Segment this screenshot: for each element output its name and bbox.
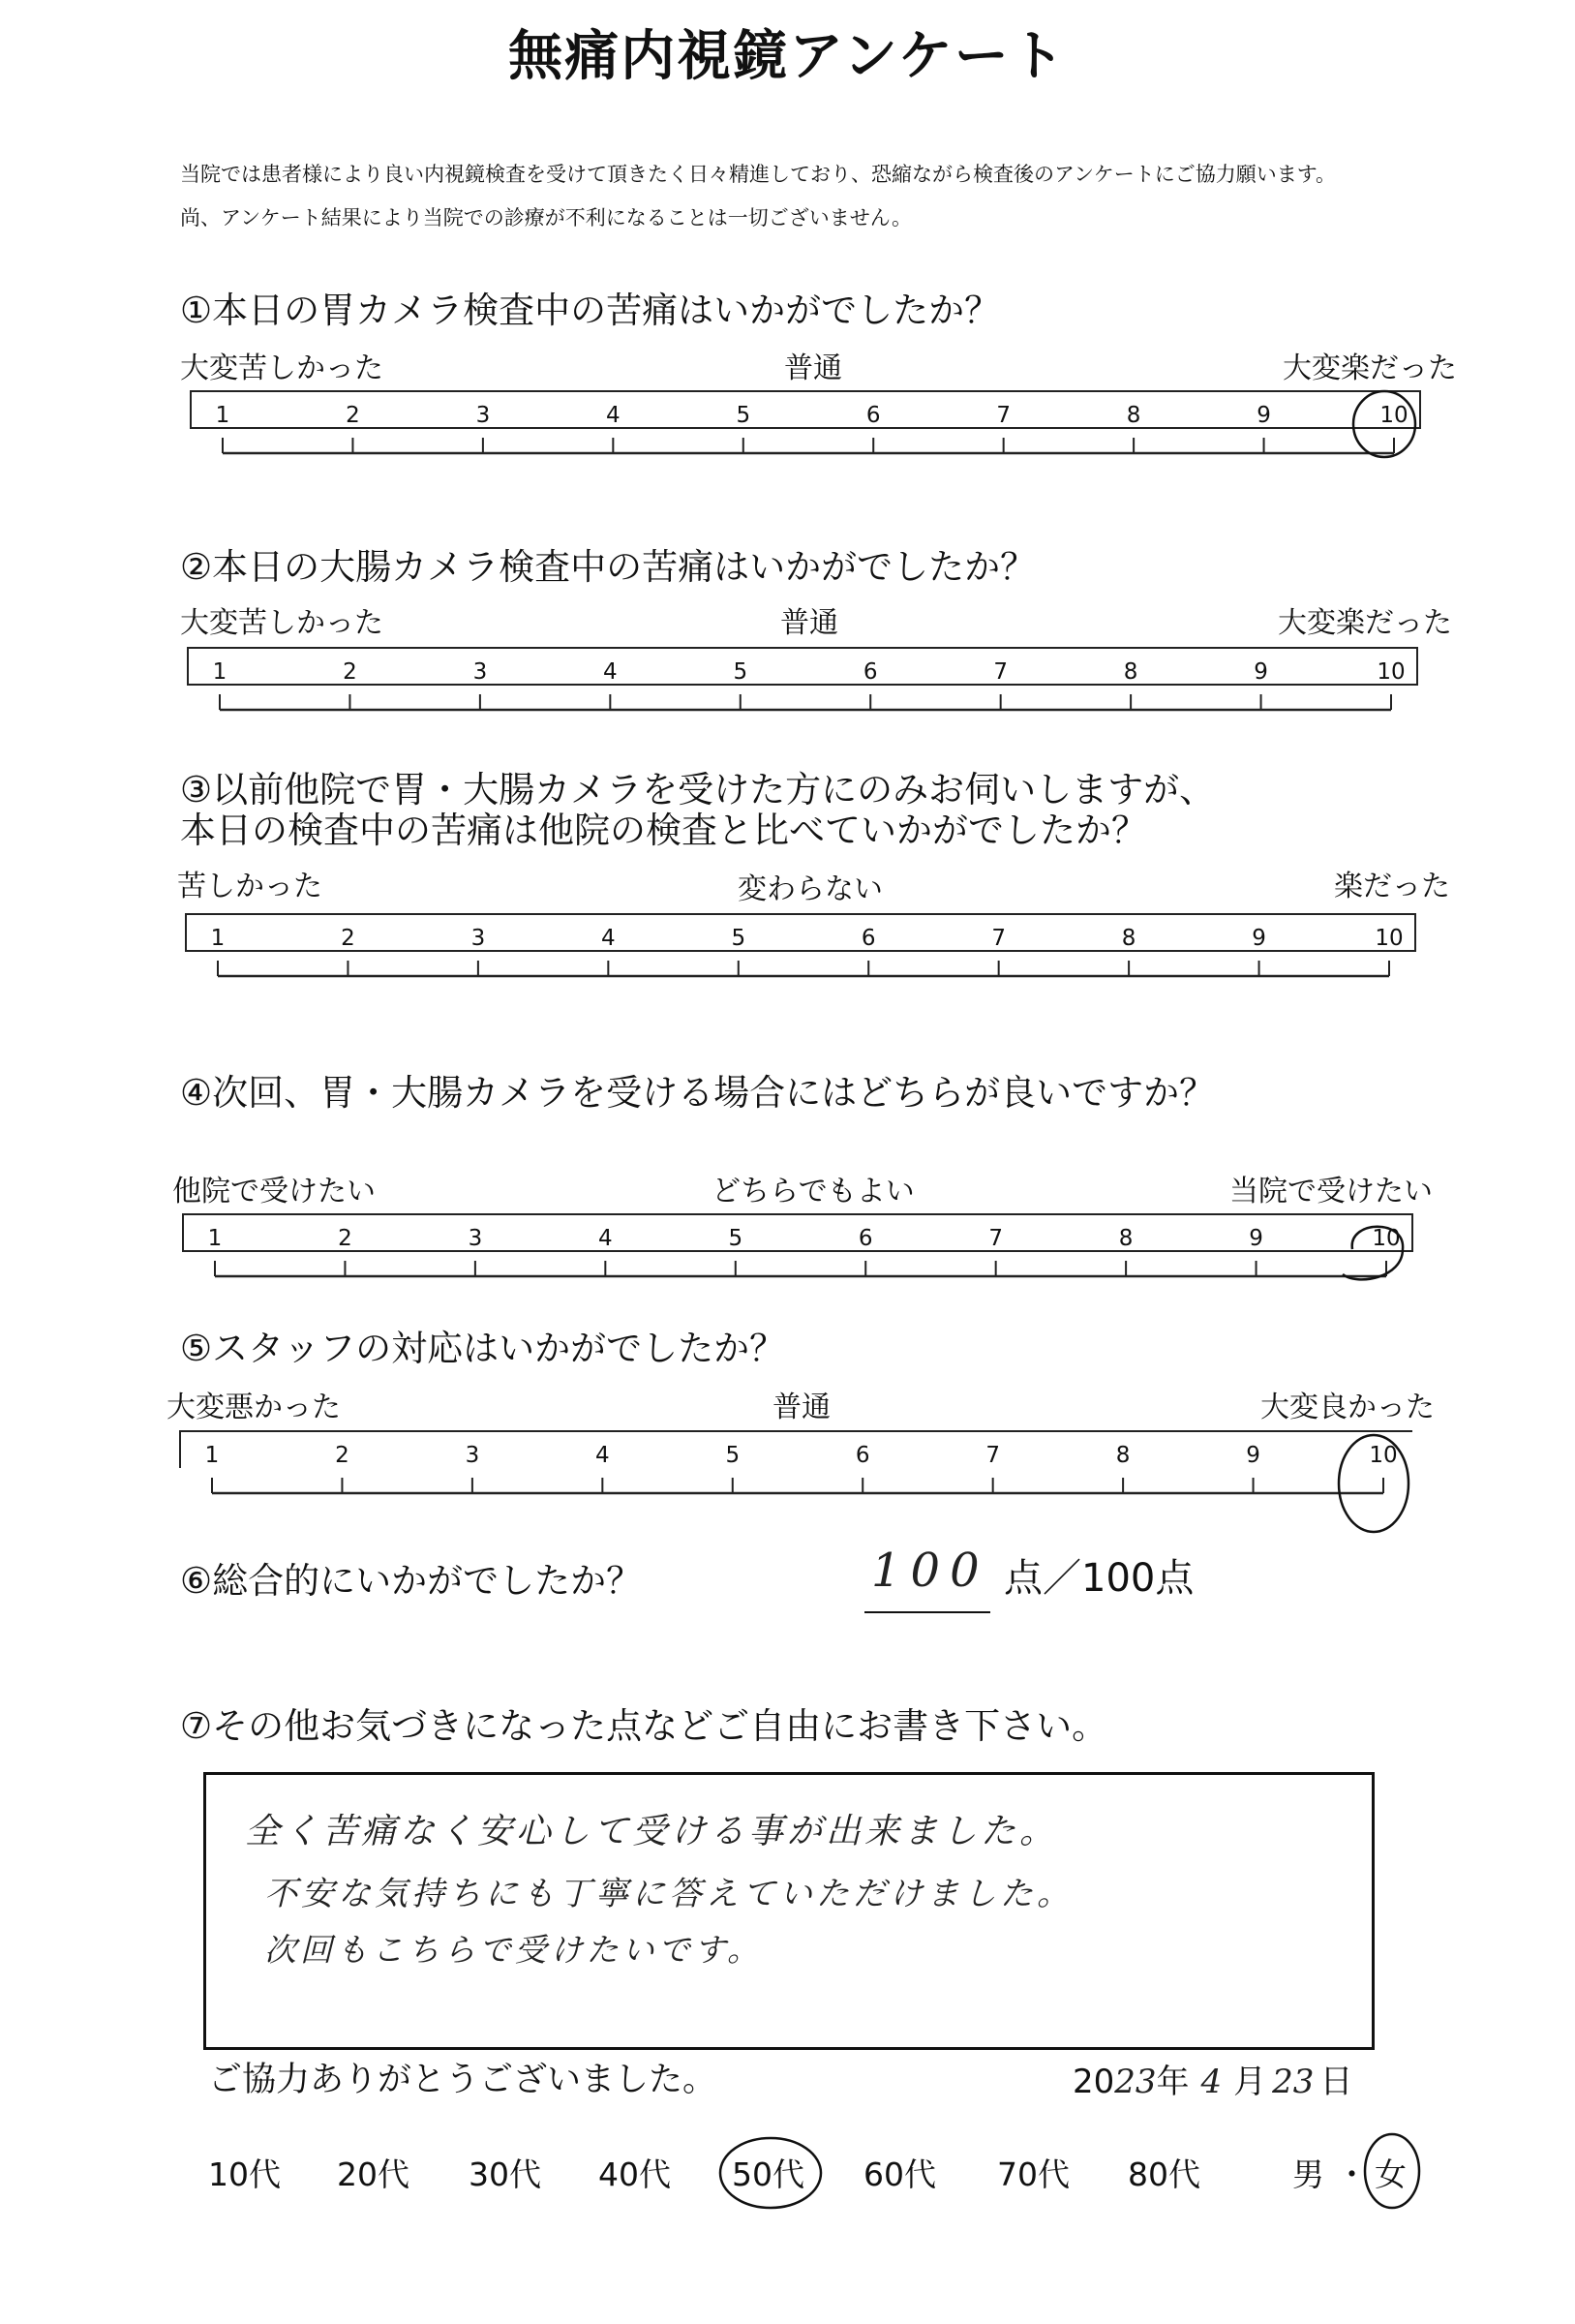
q5-label-mid: 普通	[772, 1391, 831, 1424]
q5-scale-number-8[interactable]: 8	[1115, 1443, 1131, 1468]
q3-ticks	[218, 961, 1389, 976]
q1-scale-number-9[interactable]: 9	[1257, 403, 1271, 428]
q3-scale[interactable]	[184, 910, 1423, 988]
q3-scale-number-5[interactable]: 5	[731, 926, 746, 951]
q1-scale[interactable]	[189, 387, 1428, 465]
q2-label-left: 大変苦しかった	[180, 606, 383, 640]
q4-scale-number-5[interactable]: 5	[728, 1226, 743, 1251]
q4-numbers	[208, 1226, 1401, 1251]
q1-ticks	[223, 438, 1394, 453]
q1-scale-number-2[interactable]: 2	[346, 403, 360, 428]
q6-score-answer[interactable]: 100	[871, 1544, 989, 1598]
q1-scale-number-5[interactable]: 5	[736, 403, 751, 428]
age-option-50s[interactable]: 50代	[732, 2156, 804, 2193]
comment-box[interactable]	[203, 1772, 1375, 2050]
intro-line-2: 尚、アンケート結果により当院での診療が不利になることは一切ございません。	[180, 206, 912, 229]
q2-label-right: 大変楽だった	[1278, 606, 1452, 640]
q4-scale-number-10[interactable]: 10	[1372, 1226, 1401, 1251]
q2-scale-svg	[186, 644, 1425, 721]
q2-scale-number-1[interactable]: 1	[212, 659, 227, 685]
q5-scale-number-3[interactable]: 3	[465, 1443, 480, 1468]
q4-scale-number-9[interactable]: 9	[1249, 1226, 1263, 1251]
q5-ticks	[212, 1478, 1383, 1493]
q4-scale-number-6[interactable]: 6	[858, 1226, 873, 1251]
q2-ticks	[220, 694, 1391, 710]
page-title: 無痛内視鏡アンケート	[508, 25, 1067, 88]
q4-scale-number-2[interactable]: 2	[338, 1226, 352, 1251]
gender-separator: ・	[1336, 2156, 1368, 2193]
date-year-label: 年	[1156, 2063, 1190, 2101]
q3-label-mid: 変わらない	[738, 872, 883, 906]
question-6: ⑥総合的にいかがでしたか？	[180, 1560, 643, 1602]
q4-label-mid: どちらでもよい	[712, 1175, 915, 1208]
question-7: ⑦その他お気づきになった点などご自由にお書き下さい。	[180, 1705, 1108, 1747]
q1-label-right: 大変楽だった	[1283, 352, 1457, 385]
q1-scale-number-1[interactable]: 1	[215, 403, 230, 428]
age-option-20s[interactable]: 20代	[337, 2156, 409, 2193]
date-day[interactable]: 23	[1272, 2063, 1315, 2101]
date-day-label: 日	[1319, 2063, 1353, 2101]
q4-scale-number-1[interactable]: 1	[207, 1226, 223, 1251]
date	[1073, 2055, 1352, 2102]
q6-score-suffix: 点／100点	[1004, 1556, 1195, 1601]
q4-scale-svg	[181, 1210, 1420, 1298]
q1-scale-svg	[189, 387, 1428, 465]
q3-scale-number-2[interactable]: 2	[341, 926, 355, 951]
q4-scale-number-8[interactable]: 8	[1118, 1226, 1134, 1251]
q2-scale-number-2[interactable]: 2	[343, 659, 357, 685]
q5-label-right: 大変良かった	[1260, 1391, 1435, 1424]
gender-selected-circle	[1360, 2128, 1428, 2216]
q5-scale-number-9[interactable]: 9	[1246, 1443, 1260, 1468]
age-selected-circle	[714, 2130, 831, 2217]
age-option-10s[interactable]: 10代	[208, 2156, 281, 2193]
q3-label-right: 楽だった	[1334, 870, 1450, 903]
q2-scale-number-4[interactable]: 4	[603, 659, 618, 685]
q5-scale-number-2[interactable]: 2	[335, 1443, 349, 1468]
date-year-prefix: 20	[1073, 2063, 1115, 2101]
q2-scale-number-6[interactable]: 6	[863, 659, 878, 685]
q2-scale-number-10[interactable]: 10	[1377, 659, 1406, 685]
question-1: ①本日の胃カメラ検査中の苦痛はいかがでしたか？	[180, 290, 1001, 331]
q1-numbers	[216, 403, 1408, 428]
q1-label-mid: 普通	[784, 352, 842, 385]
q1-scale-number-8[interactable]: 8	[1126, 403, 1141, 428]
q4-label-left: 他院で受けたい	[172, 1175, 376, 1208]
comment-line-2: 不安な気持ちにも丁寧に答えていただけました。	[264, 1875, 1074, 1913]
intro-line-1: 当院では患者様により良い内視鏡検査を受けて頂きたく日々精進しており、恐縮ながら検査後のアンケートにご協力願います。	[180, 163, 1337, 186]
q3-scale-number-9[interactable]: 9	[1252, 926, 1266, 951]
q1-scale-number-3[interactable]: 3	[475, 403, 491, 428]
q3-scale-svg	[184, 910, 1423, 988]
age-option-80s[interactable]: 80代	[1128, 2156, 1200, 2193]
q2-scale-number-8[interactable]: 8	[1123, 659, 1138, 685]
q2-label-mid: 普通	[780, 606, 838, 640]
q4-ticks	[215, 1261, 1386, 1276]
q3-numbers	[211, 926, 1404, 951]
q5-scale-number-6[interactable]: 6	[855, 1443, 870, 1468]
q4-label-right: 当院で受けたい	[1229, 1175, 1433, 1208]
question-5: ⑤スタッフの対応はいかがでしたか？	[180, 1328, 786, 1369]
gender-option-female[interactable]: 女	[1375, 2156, 1407, 2193]
q3-scale-number-6[interactable]: 6	[861, 926, 876, 951]
question-3-line-2: 本日の検査中の苦痛は他院の検査と比べていかがでしたか？	[180, 810, 1147, 851]
q2-scale-number-5[interactable]: 5	[733, 659, 748, 685]
q5-scale-number-7[interactable]: 7	[985, 1443, 1000, 1468]
question-2: ②本日の大腸カメラ検査中の苦痛はいかがでしたか？	[180, 546, 1037, 588]
q4-scale-number-3[interactable]: 3	[468, 1226, 483, 1251]
date-year-written[interactable]: 23	[1114, 2063, 1157, 2101]
q5-scale-svg	[178, 1427, 1417, 1544]
q5-numbers	[205, 1443, 1398, 1468]
q1-scale-number-7[interactable]: 7	[996, 403, 1011, 428]
q5-scale-number-5[interactable]: 5	[725, 1443, 741, 1468]
question-4: ④次回、胃・大腸カメラを受ける場合にはどちらが良いですか？	[180, 1072, 1216, 1114]
comment-line-3: 次回もこちらで受けたいです。	[264, 1931, 764, 1969]
q2-scale-number-7[interactable]: 7	[993, 659, 1008, 685]
gender-option-male[interactable]: 男	[1292, 2156, 1324, 2193]
comment-line-1: 全く苦痛なく安心して受ける事が出来ました。	[245, 1812, 1059, 1851]
q1-scale-number-4[interactable]: 4	[606, 403, 621, 428]
q2-numbers	[213, 659, 1406, 685]
q3-scale-number-4[interactable]: 4	[601, 926, 616, 951]
q5-scale-number-4[interactable]: 4	[595, 1443, 610, 1468]
q5-scale[interactable]	[178, 1427, 1417, 1544]
q2-scale-number-3[interactable]: 3	[472, 659, 488, 685]
age-option-60s[interactable]: 60代	[863, 2156, 936, 2193]
q1-scale-number-6[interactable]: 6	[865, 403, 881, 428]
question-3-line-1: ③以前他院で胃・大腸カメラを受けた方にのみお伺いしますが、	[180, 769, 1216, 810]
age-option-70s[interactable]: 70代	[997, 2156, 1070, 2193]
q1-scale-number-10[interactable]: 10	[1379, 403, 1408, 428]
q5-label-left: 大変悪かった	[167, 1391, 341, 1424]
age-option-30s[interactable]: 30代	[469, 2156, 541, 2193]
q2-scale-number-9[interactable]: 9	[1254, 659, 1268, 685]
q3-label-left: 苦しかった	[177, 870, 322, 903]
q3-scale-number-7[interactable]: 7	[991, 926, 1006, 951]
q5-scale-number-10[interactable]: 10	[1369, 1443, 1398, 1468]
q3-scale-number-1[interactable]: 1	[210, 926, 226, 951]
date-month[interactable]: 4	[1200, 2063, 1223, 2101]
q3-scale-number-8[interactable]: 8	[1121, 926, 1136, 951]
q4-scale[interactable]	[181, 1210, 1420, 1298]
q4-scale-number-7[interactable]: 7	[988, 1226, 1003, 1251]
q6-answer-underline	[864, 1611, 990, 1613]
q5-scale-number-1[interactable]: 1	[204, 1443, 220, 1468]
q1-label-left: 大変苦しかった	[180, 352, 383, 385]
date-month-label: 月	[1233, 2063, 1267, 2101]
q3-scale-number-10[interactable]: 10	[1375, 926, 1404, 951]
q4-scale-number-4[interactable]: 4	[598, 1226, 613, 1251]
age-option-40s[interactable]: 40代	[598, 2156, 671, 2193]
thanks-message: ご協力ありがとうございました。	[208, 2061, 717, 2099]
q3-scale-number-3[interactable]: 3	[470, 926, 486, 951]
q2-scale[interactable]	[186, 644, 1425, 721]
